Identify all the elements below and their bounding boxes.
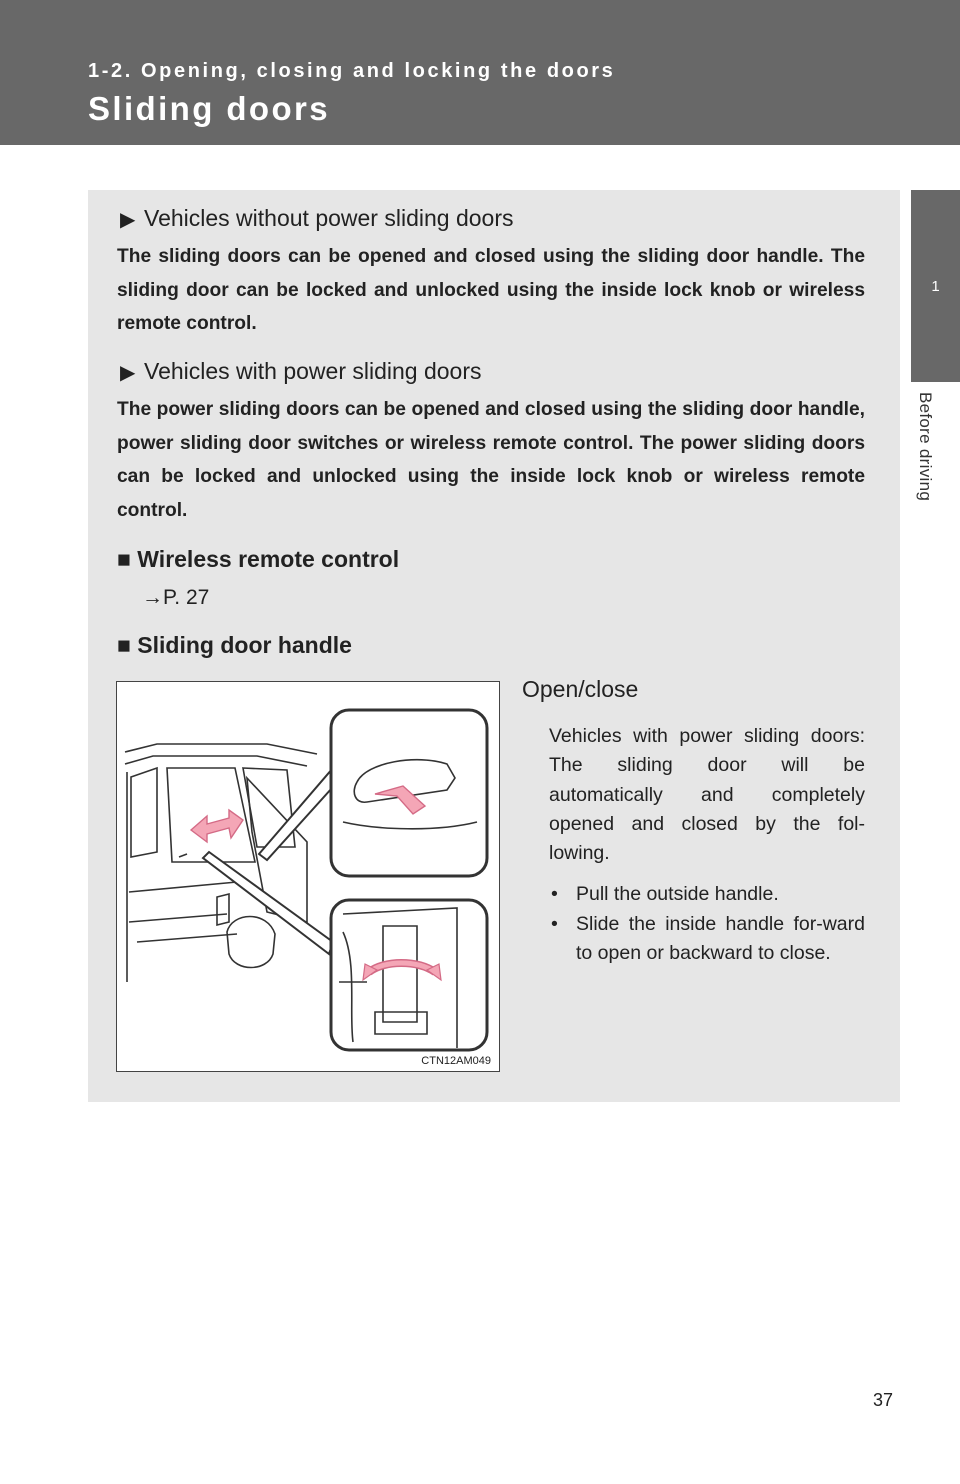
bullet-dot-icon: • [551,883,558,905]
list-item: • Slide the inside handle for-ward to open or backward to close. [549,910,865,969]
chapter-tab [911,190,960,382]
sliding-door-illustration [116,681,500,1072]
list-item: • Pull the outside handle. [549,880,865,910]
with-power-heading: Vehicles with power sliding doors [144,358,482,384]
page-title: Sliding doors [88,90,331,127]
handle-description: Vehicles with power sliding doors: The sliding door will be automatically and completely opened and closed by the fol-lowing. [549,725,865,865]
handle-heading: ■ Sliding door handle [117,632,352,658]
wireless-heading: ■ Wireless remote control [117,546,400,572]
square-bullet-icon: ■ [117,632,138,658]
triangle-bullet-icon: ▶ [120,209,136,231]
with-power-text: The power sliding doors can be opened and closed using the sliding door handle, power sliding door switches or wireless remote control. The power sliding doors can be locked and unlocked using the inside lock knob or wireless remote control. [117,399,865,521]
handle-bullet-list [549,880,865,969]
chapter-number: 1 [931,277,940,295]
page-header [0,0,960,145]
bullet-dot-icon: • [551,912,558,935]
page-reference-link[interactable]: →P. 27 [142,586,210,609]
triangle-bullet-icon: ▶ [120,362,136,384]
open-close-label: Open/close [522,676,639,702]
page-number: 37 [873,1390,894,1410]
square-bullet-icon: ■ [117,546,138,572]
car-door-drawing [117,682,501,1073]
without-power-text: The sliding doors can be opened and closed using the sliding door handle. The sliding door can be locked and unlocked using the inside lock knob or wireless remote control. [117,246,865,334]
section-label: 1-2. Opening, closing and locking the doors [88,60,616,82]
chapter-label: Before driving [916,392,935,502]
figure-code: CTN12AM049 [421,1055,491,1067]
without-power-heading: Vehicles without power sliding doors [144,205,514,231]
